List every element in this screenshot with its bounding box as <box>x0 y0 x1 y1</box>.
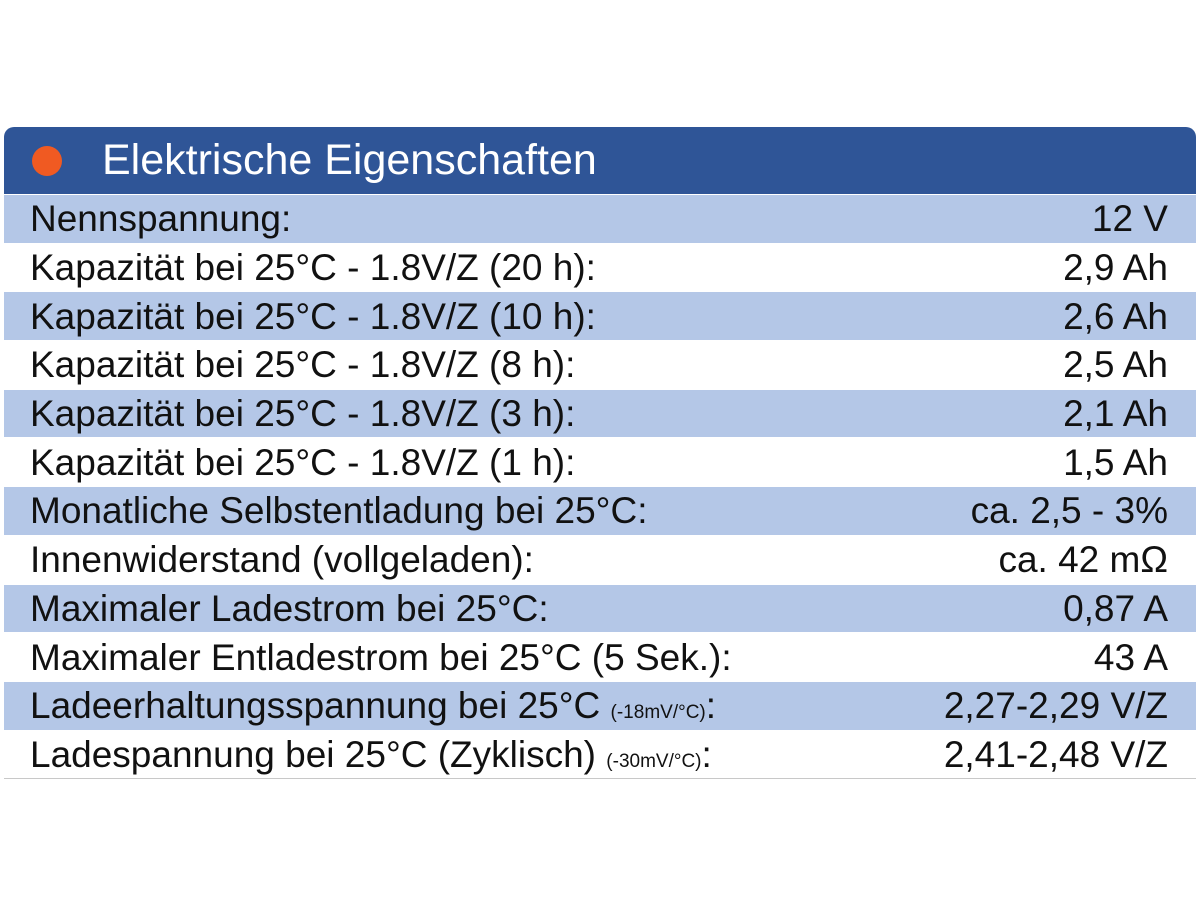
row-value: 2,1 Ah <box>1063 393 1168 435</box>
row-label: Kapazität bei 25°C - 1.8V/Z (10 h): <box>30 295 596 337</box>
table-row <box>4 535 1196 584</box>
row-value: 2,5 Ah <box>1063 344 1168 386</box>
bullet-dot-icon <box>32 146 62 176</box>
table-row <box>4 194 1196 243</box>
row-note: (-18mV/°C) <box>610 702 706 724</box>
row-label: Ladespannung bei 25°C (Zyklisch) (-30mV/°C): <box>30 733 712 775</box>
row-label: Maximaler Entladestrom bei 25°C (5 Sek.): <box>30 636 732 678</box>
row-value: 0,87 A <box>1063 587 1168 629</box>
row-label: Ladeerhaltungsspannung bei 25°C (-18mV/°C): <box>30 685 717 727</box>
row-value: ca. 2,5 - 3% <box>970 490 1168 532</box>
table-row <box>4 584 1196 633</box>
row-value: 2,6 Ah <box>1063 295 1168 337</box>
table-row <box>4 243 1196 292</box>
table-row <box>4 681 1196 730</box>
row-value: 2,9 Ah <box>1063 247 1168 289</box>
row-label: Innenwiderstand (vollgeladen): <box>30 539 534 581</box>
section-title: Elektrische Eigenschaften <box>102 136 597 184</box>
row-label: Monatliche Selbstentladung bei 25°C: <box>30 490 648 532</box>
row-label: Kapazität bei 25°C - 1.8V/Z (3 h): <box>30 393 576 435</box>
table-row <box>4 730 1196 779</box>
table-row <box>4 389 1196 438</box>
electrical-properties-panel <box>4 127 1196 779</box>
row-label: Kapazität bei 25°C - 1.8V/Z (20 h): <box>30 247 596 289</box>
row-label: Maximaler Ladestrom bei 25°C: <box>30 587 549 629</box>
row-value: 2,41-2,48 V/Z <box>943 733 1168 775</box>
table-row <box>4 340 1196 389</box>
row-label: Kapazität bei 25°C - 1.8V/Z (1 h): <box>30 441 576 483</box>
row-label: Nennspannung: <box>30 198 292 240</box>
table-row <box>4 632 1196 681</box>
row-label: Kapazität bei 25°C - 1.8V/Z (8 h): <box>30 344 576 386</box>
row-value: 2,27-2,29 V/Z <box>943 685 1168 727</box>
table-row <box>4 437 1196 486</box>
section-header <box>4 127 1196 194</box>
row-value: 1,5 Ah <box>1063 441 1168 483</box>
table-row <box>4 486 1196 535</box>
properties-table <box>4 194 1196 779</box>
table-row <box>4 291 1196 340</box>
row-value: 43 A <box>1093 636 1168 678</box>
row-value: 12 V <box>1091 198 1168 240</box>
row-value: ca. 42 mΩ <box>998 539 1168 581</box>
row-note: (-30mV/°C) <box>606 750 702 772</box>
